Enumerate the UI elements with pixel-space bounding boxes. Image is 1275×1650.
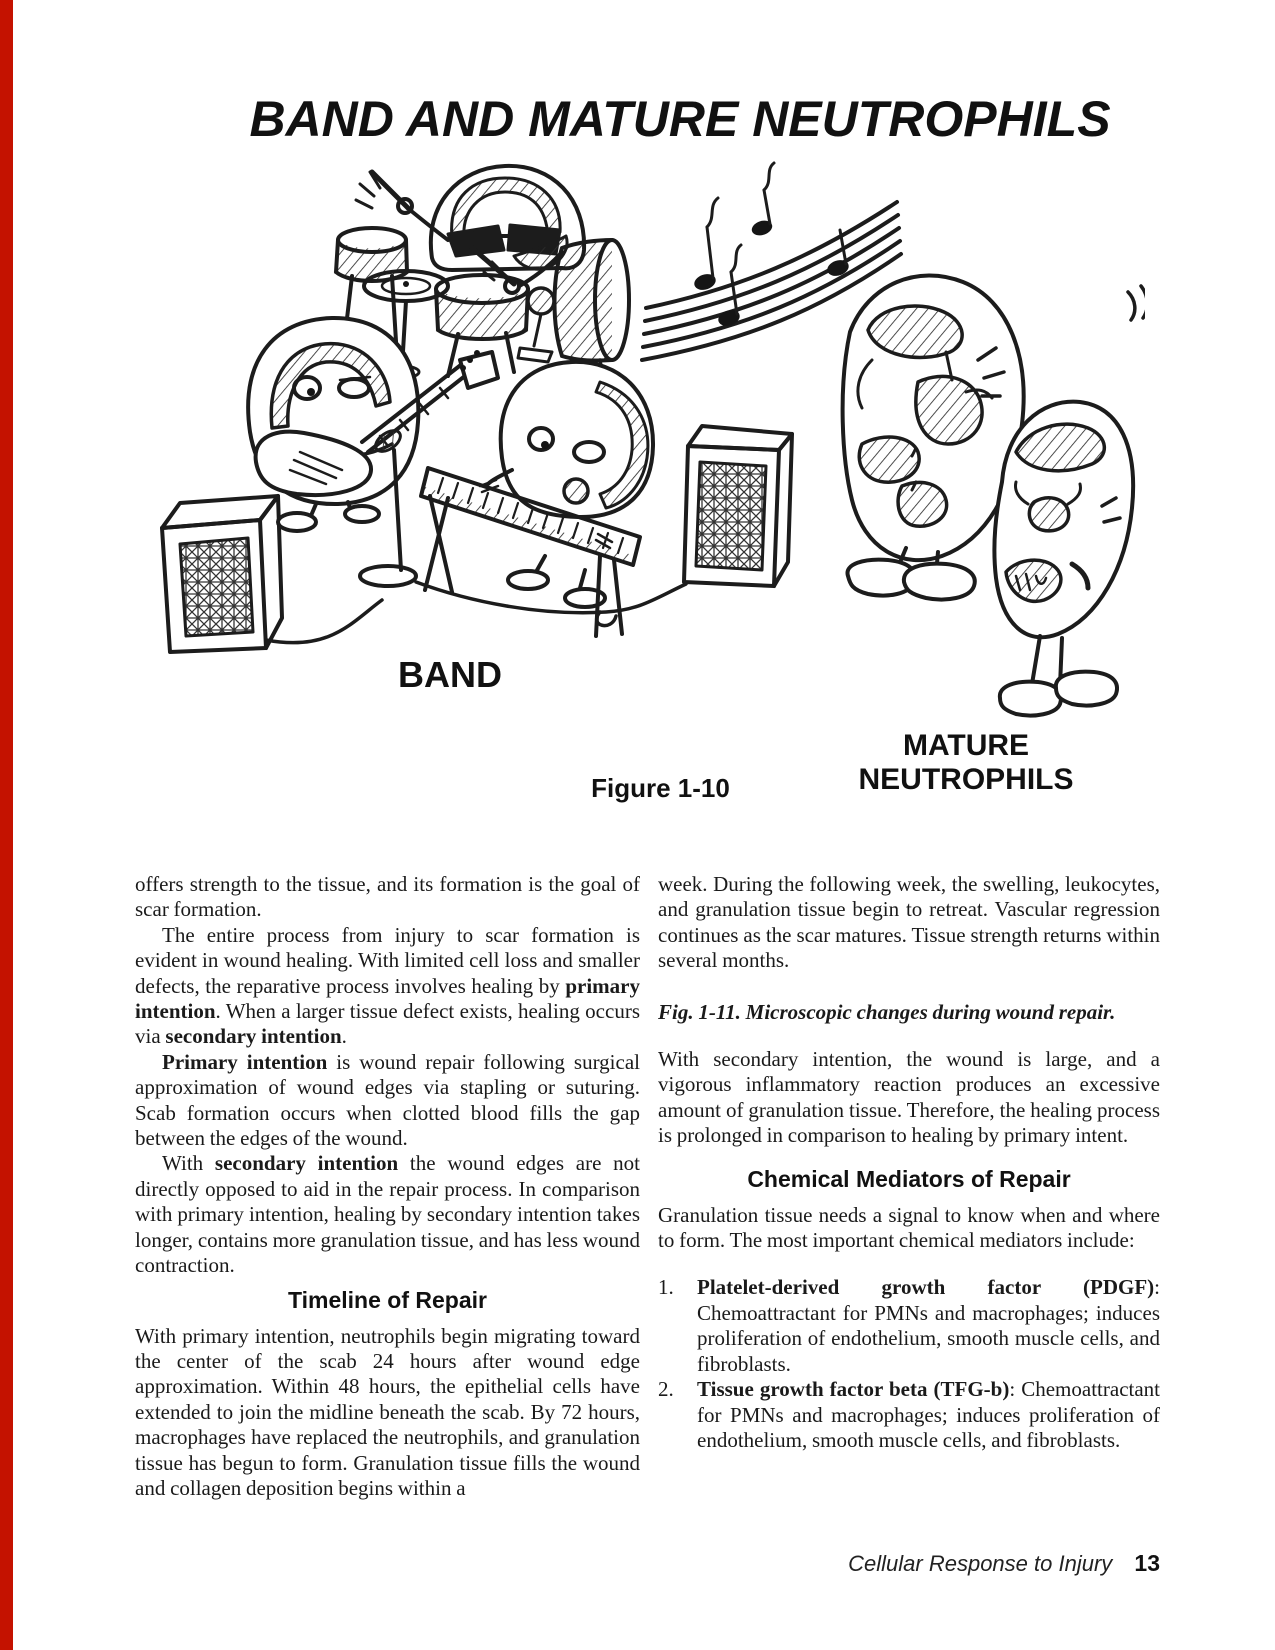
- drumstick: [372, 172, 408, 208]
- running-footer-title: Cellular Response to Injury: [848, 1551, 1113, 1576]
- mature-neutrophil-2: [994, 402, 1133, 716]
- paragraph: With secondary intention, the wound is large, and a vigorous inflammatory reaction produces an excessive amount of granulation tissue. Therefore, the healing process is prolonged in comparison to healing by primary intent.: [658, 1047, 1160, 1148]
- figure-reference: Fig. 1-11. Microscopic changes during wound repair.: [658, 999, 1116, 1024]
- mature-neutrophils-label: MATURE NEUTROPHILS: [858, 729, 1074, 796]
- paragraph: offers strength to the tissue, and its formation is the goal of scar formation.: [135, 872, 640, 922]
- paragraph: With secondary intention the wound edges are not directly opposed to aid in the repair process. In comparison with primary intention, healing by secondary intention takes longer, contains more granulation tissue, and has less wound contraction.: [135, 1151, 641, 1278]
- page-number: 13: [1134, 1550, 1160, 1576]
- paragraph: Primary intention is wound repair following surgical approximation of wound edges via stapling or suturing. Scab formation occurs when clotted blood fills the gap between the edges of the wound.: [135, 1049, 640, 1151]
- music-note-icon: [692, 198, 718, 293]
- mediator-list: [658, 1275, 1160, 1453]
- list-number: 2.: [658, 1377, 674, 1402]
- figure-1-10-illustration: [135, 160, 1145, 780]
- nucleus-lobe: [1029, 498, 1068, 531]
- nucleus-lobe: [859, 437, 919, 482]
- keyboardist-band-cell: [480, 362, 653, 607]
- list-item: 2. Tissue growth factor beta (TFG-b): Chemoattractant for PMNs and macrophages; induces proliferation of endothelium, smooth muscle cells, and fibroblasts.: [658, 1377, 1160, 1452]
- page-edge-bar: [0, 0, 13, 1650]
- page-title: BAND AND MATURE NEUTROPHILS: [249, 91, 1111, 147]
- figure-caption: Figure 1-10: [591, 773, 730, 803]
- guitar-headstock: [460, 352, 498, 388]
- keyboard-stand: [425, 496, 452, 592]
- amplifier-left: [162, 496, 282, 652]
- band-label: BAND: [398, 654, 502, 695]
- nucleus-lobe: [898, 482, 947, 526]
- beater: [528, 288, 554, 314]
- left-column: [135, 872, 640, 1501]
- shoe: [1000, 682, 1061, 716]
- paragraph: Granulation tissue needs a signal to know when and where to form. The most important chemical mediators include:: [658, 1202, 1160, 1253]
- list-item: 1. Platelet-derived growth factor (PDGF): Chemoattractant for PMNs and macrophages; induces proliferation of endothelium, smooth muscle cells, and fibroblasts.: [658, 1275, 1160, 1376]
- section-heading-chemical-mediators: Chemical Mediators of Repair: [747, 1165, 1071, 1192]
- shoe: [904, 564, 975, 600]
- music-note-icon: [750, 163, 774, 238]
- paragraph: week. During the following week, the swelling, leukocytes, and granulation tissue begin to retreat. Vascular regression continues as the scar matures. Tissue strength returns within several months.: [658, 872, 1160, 973]
- nucleus-lobe: [916, 376, 982, 444]
- right-column: [658, 872, 1160, 1453]
- shoe: [1056, 672, 1117, 706]
- amplifier-right: [684, 426, 792, 586]
- singing-mouth: [564, 479, 588, 503]
- section-heading-timeline-of-repair: Timeline of Repair: [288, 1286, 487, 1313]
- paragraph: With primary intention, neutrophils begin migrating toward the center of the scab 24 hours after wound edge approximation. Within 48 hours, the epithelial cells have extended to join the midline beneath the scab. By 72 hours, macrophages have replaced the neutrophils, and granulation tissue has begun to form. Granulation tissue fills the wound and collagen deposition begins within a: [135, 1323, 640, 1500]
- page-footer: [640, 1550, 1160, 1577]
- list-number: 1.: [658, 1275, 674, 1300]
- paragraph: The entire process from injury to scar formation is evident in wound healing. With limited cell loss and smaller defects, the reparative process involves healing by primary intention. When a larger tissue defect exists, healing occurs via secondary intention.: [135, 922, 640, 1049]
